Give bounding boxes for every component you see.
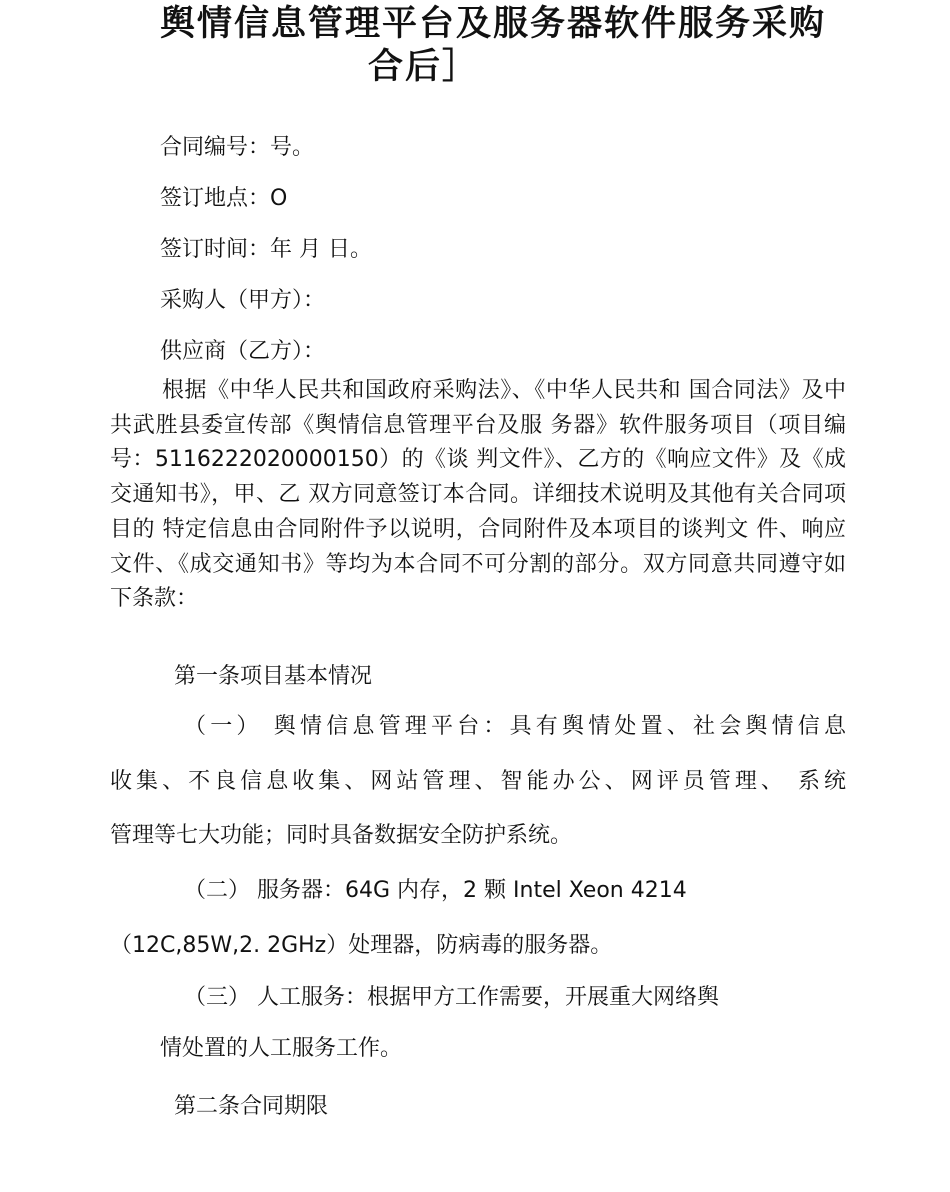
article-2-heading: 第二条合同期限 <box>174 1094 329 1119</box>
intro-paragraph: 根据《中华人民共和国政府采购法》、《中华人民共和 国合同法》及中共武胜县委宣传部《舆情信息管理平台及服 务器》软件服务项目（项目编号：5116222020000150）的《谈 判文件》、乙方的《响应文件》及《成交通知书》，甲、乙 双方同意签订本合同。详细技术说明及其他有关合同项目的 特定信息由合同附件予以说明，合同附件及本项目的谈判文 件、响应文件、《成交通知书》等均为本合同不可分割的部分。双方同意共同遵守如下条款： <box>110 378 846 612</box>
item-1-line-3: 管理等七大功能；同时具备数据安全防护系统。 <box>110 823 573 848</box>
item-3-line-2: 情处置的人工服务工作。 <box>160 1036 403 1061</box>
signing-time: 签订时间：年 月 日。 <box>160 237 372 262</box>
item-2-line-1: （二） 服务器：64G 内存，2 颗 Intel Xeon 4214 <box>184 878 687 903</box>
document-title-line-2: 合后］ <box>368 47 480 87</box>
item-1-line-2: 收集、不良信息收集、网站管理、智能办公、网评员管理、 系统 <box>110 769 846 794</box>
item-1-line-1: （一） 舆情信息管理平台：具有舆情处置、社会舆情信息 <box>184 714 846 739</box>
item-3-line-1: （三） 人工服务：根据甲方工作需要，开展重大网络舆 <box>184 985 719 1010</box>
buyer-party: 采购人（甲方）： <box>160 288 326 313</box>
signing-place: 签订地点：O <box>160 186 288 211</box>
supplier-party: 供应商（乙方）： <box>160 339 326 364</box>
contract-number: 合同编号：号。 <box>160 135 315 160</box>
article-1-heading: 第一条项目基本情况 <box>174 664 373 689</box>
item-2-line-2: （12C,85W,2. 2GHz）处理器，防病毒的服务器。 <box>110 933 613 958</box>
document-title-line-1: 舆情信息管理平台及服务器软件服务采购 <box>160 4 827 44</box>
